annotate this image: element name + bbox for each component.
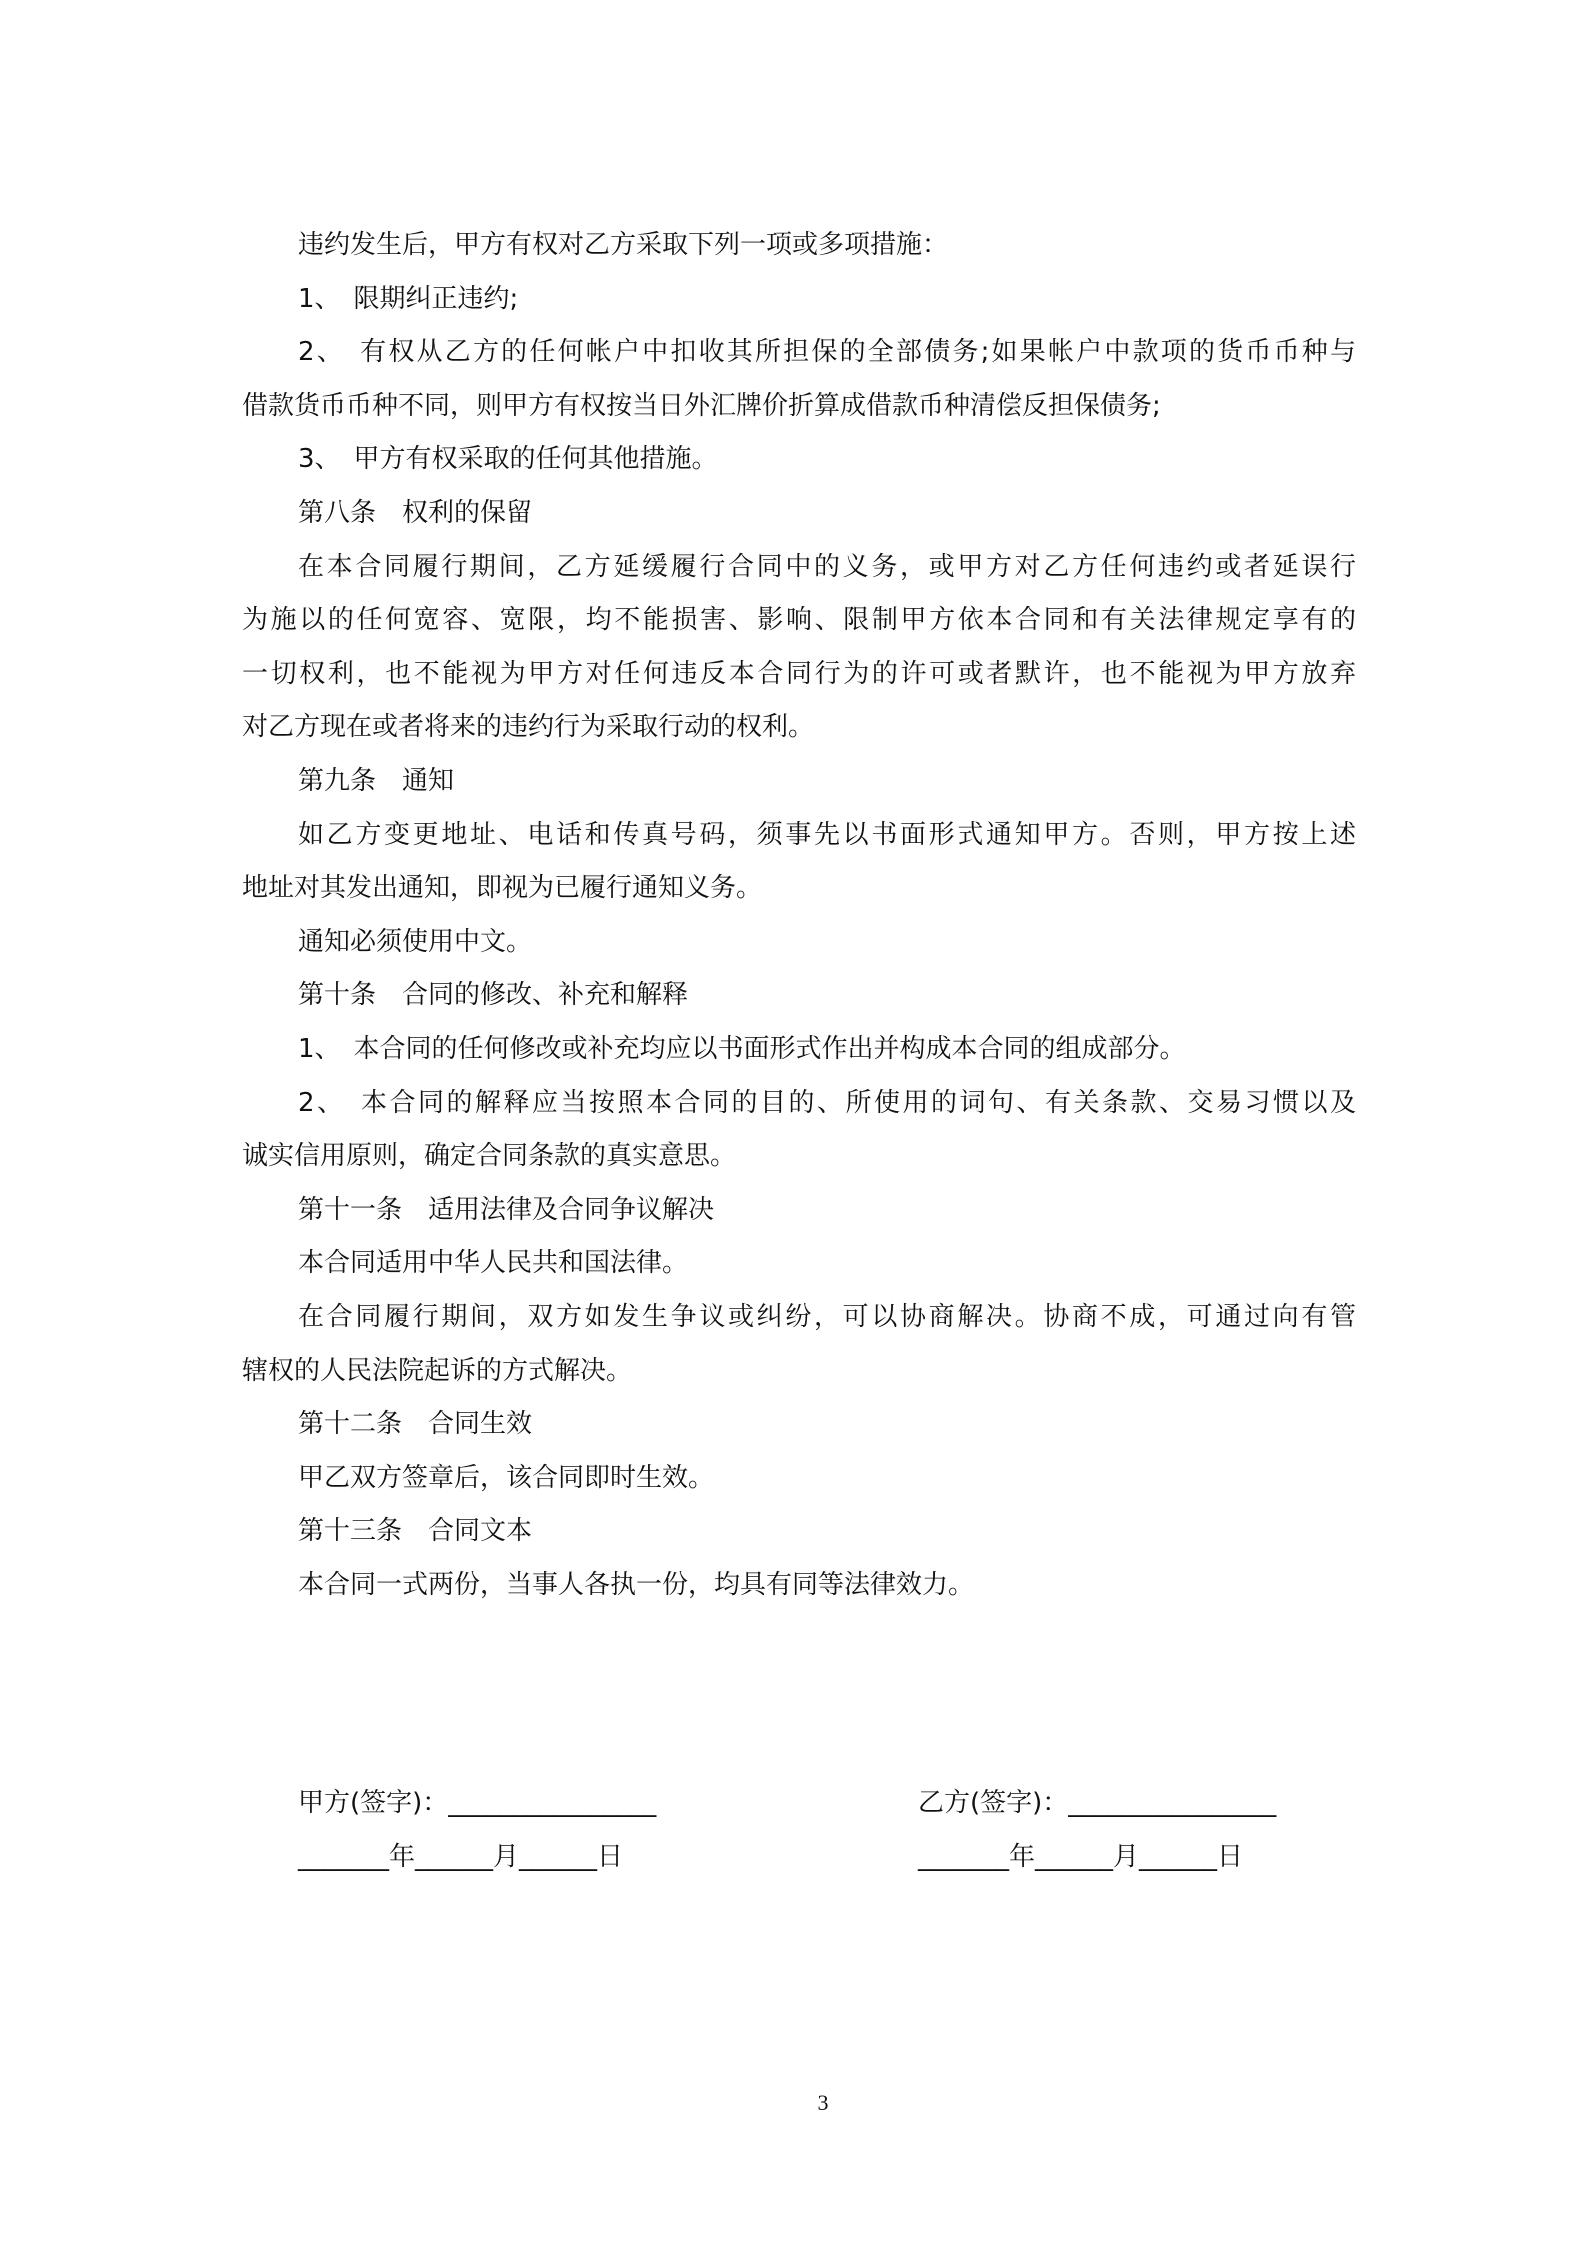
text-line: 2、 本合同的解释应当按照本合同的目的、所使用的词句、有关条款、交易习惯以及 <box>298 1087 1356 1118</box>
text-line: 2、 有权从乙方的任何帐户中扣收其所担保的全部债务;如果帐户中款项的货币币种与 <box>298 337 1356 368</box>
party-b-signature-line: 乙方(签字)：________________ <box>918 1788 1277 1818</box>
text-line: 为施以的任何宽容、宽限，均不能损害、影响、限制甲方依本合同和有关法律规定享有的 <box>242 605 1356 636</box>
text-line: 违约发生后，甲方有权对乙方采取下列一项或多项措施： <box>298 230 949 260</box>
text-line: 一切权利，也不能视为甲方对任何违反本合同行为的许可或者默许，也不能视为甲方放弃 <box>242 658 1356 689</box>
text-line: 第十二条 合同生效 <box>298 1409 533 1440</box>
text-line: 地址对其发出通知，即视为已履行通知义务。 <box>242 873 763 904</box>
text-line: 诚实信用原则，确定合同条款的真实意思。 <box>242 1141 737 1172</box>
text-line: 甲乙双方签章后，该合同即时生效。 <box>298 1462 715 1493</box>
text-line: 辖权的人民法院起诉的方式解决。 <box>242 1355 633 1386</box>
text-line: 通知必须使用中文。 <box>298 926 533 957</box>
text-line: 在本合同履行期间，乙方延缓履行合同中的义务，或甲方对乙方任何违约或者延误行 <box>298 551 1356 582</box>
text-line: 第八条 权利的保留 <box>298 498 533 528</box>
text-line: 1、 限期纠正违约; <box>298 283 519 314</box>
text-line: 3、 甲方有权采取的任何其他措施。 <box>298 444 718 475</box>
text-line: 第十条 合同的修改、补充和解释 <box>298 980 689 1011</box>
party-a-signature-line: 甲方(签字)：________________ <box>298 1788 657 1818</box>
text-line: 1、 本合同的任何修改或补充均应以书面形式作出并构成本合同的组成部分。 <box>298 1034 1186 1064</box>
text-line: 第十一条 适用法律及合同争议解决 <box>298 1194 715 1225</box>
text-line: 本合同一式两份，当事人各执一份，均具有同等法律效力。 <box>298 1570 975 1600</box>
text-line: 本合同适用中华人民共和国法律。 <box>298 1248 689 1279</box>
party-b-date-line: _______年______月______日 <box>918 1842 1244 1872</box>
text-line: 对乙方现在或者将来的违约行为采取行动的权利。 <box>242 712 815 743</box>
text-line: 如乙方变更地址、电话和传真号码，须事先以书面形式通知甲方。否则，甲方按上述 <box>298 819 1356 850</box>
text-line: 在合同履行期间，双方如发生争议或纠纷，可以协商解决。协商不成，可通过向有管 <box>298 1302 1356 1332</box>
page-number: 3 <box>817 2090 829 2115</box>
text-line: 第九条 通知 <box>298 766 455 796</box>
party-a-date-line: _______年______月______日 <box>298 1842 624 1872</box>
text-line: 借款货币币种不同，则甲方有权按当日外汇牌价折算成借款币种清偿反担保债务; <box>242 390 1161 421</box>
text-line: 第十三条 合同文本 <box>298 1516 533 1547</box>
